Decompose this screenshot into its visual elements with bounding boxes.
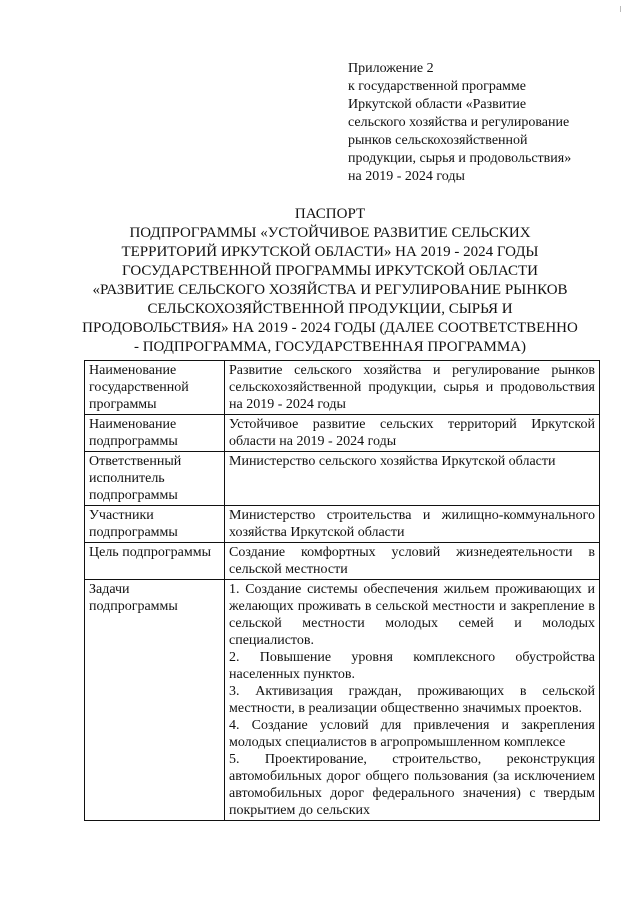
- title-line: ПОДПРОГРАММЫ «УСТОЙЧИВОЕ РАЗВИТИЕ СЕЛЬСКИХ: [129, 225, 531, 241]
- task-item: 4. Создание условий для привлечения и закрепления молодых специалистов в агропромышленном комплексе: [229, 718, 595, 750]
- appendix-line: к государственной программе: [348, 79, 526, 94]
- table-row: [85, 580, 600, 821]
- passport-table: [84, 360, 600, 821]
- row-value: Министерство строительства и жилищно-коммунального хозяйства Иркутской области: [225, 506, 600, 543]
- row-label: Наименование подпрограммы: [85, 415, 225, 452]
- row-label: Ответственный исполнитель подпрограммы: [85, 452, 225, 506]
- title-line: - ПОДПРОГРАММА, ГОСУДАРСТВЕННАЯ ПРОГРАММА): [133, 339, 527, 355]
- task-item: 5. Проектирование, строительство, реконструкция автомобильных дорог общего пользования (за исключением автомобильных дорог федерального значения) с твердым покрытием до сельских: [229, 752, 595, 818]
- title-line: ГОСУДАРСТВЕННОЙ ПРОГРАММЫ ИРКУТСКОЙ ОБЛАСТИ: [122, 263, 538, 279]
- row-label: Цель подпрограммы: [85, 543, 225, 580]
- table-row: [85, 452, 600, 506]
- title-line: ТЕРРИТОРИЙ ИРКУТСКОЙ ОБЛАСТИ» НА 2019 - 2024 ГОДЫ: [121, 244, 539, 260]
- task-item: 2. Повышение уровня комплексного обустройства населенных пунктов.: [229, 650, 595, 682]
- task-item: 1. Создание системы обеспечения жильем проживающих и желающих проживать в сельской местности и закрепление в сельской местности молодых семей и молодых специалистов.: [229, 582, 595, 648]
- appendix-line: сельского хозяйства и регулирование: [348, 115, 570, 130]
- row-label: Задачи подпрограммы: [85, 580, 225, 821]
- appendix-line: на 2019 - 2024 годы: [348, 169, 465, 184]
- table-row: [85, 543, 600, 580]
- task-item: 3. Активизация граждан, проживающих в сельской местности, в реализации общественно значимых проектов.: [229, 684, 595, 716]
- row-value: Создание комфортных условий жизнедеятельности в сельской местности: [225, 543, 600, 580]
- scan-mark: [620, 6, 621, 12]
- table-row: [85, 506, 600, 543]
- appendix-note: [348, 60, 608, 186]
- title-line: «РАЗВИТИЕ СЕЛЬСКОГО ХОЗЯЙСТВА И РЕГУЛИРОВАНИЕ РЫНКОВ: [92, 282, 568, 298]
- row-value-tasks: [225, 580, 600, 821]
- table-row: [85, 361, 600, 415]
- document-title: [60, 205, 600, 357]
- title-line: СЕЛЬСКОХОЗЯЙСТВЕННОЙ ПРОДУКЦИИ, СЫРЬЯ И: [147, 301, 513, 317]
- row-value: Устойчивое развитие сельских территорий Иркутской области на 2019 - 2024 годы: [225, 415, 600, 452]
- appendix-line: Иркутской области «Развитие: [348, 97, 527, 112]
- appendix-line: Приложение 2: [348, 61, 434, 76]
- row-value: Министерство сельского хозяйства Иркутской области: [225, 452, 600, 506]
- row-value: Развитие сельского хозяйства и регулирование рынков сельскохозяйственной продукции, сырья и продовольствия на 2019 - 2024 годы: [225, 361, 600, 415]
- title-line: ПАСПОРТ: [294, 206, 366, 222]
- title-line: ПРОДОВОЛЬСТВИЯ» НА 2019 - 2024 ГОДЫ (ДАЛЕЕ СООТВЕТСТВЕННО: [82, 320, 578, 336]
- appendix-line: продукции, сырья и продовольствия»: [348, 151, 572, 166]
- row-label: Участники подпрограммы: [85, 506, 225, 543]
- row-label: Наименование государственной программы: [85, 361, 225, 415]
- table-row: [85, 415, 600, 452]
- appendix-line: рынков сельскохозяйственной: [348, 133, 528, 148]
